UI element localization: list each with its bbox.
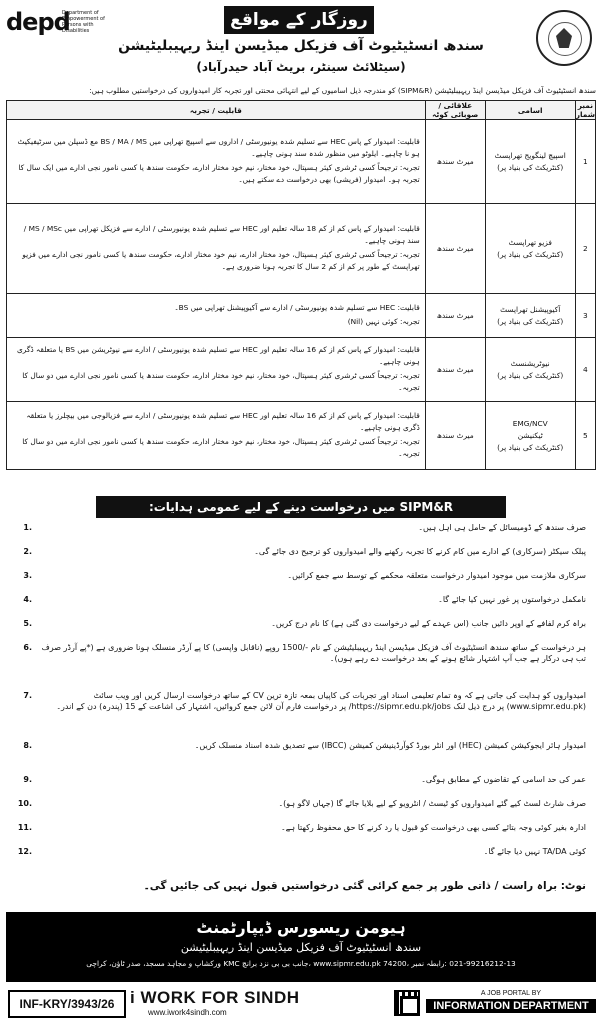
experience-text: تجربہ: ترجیحاً کسی ٹرشری کیئر ہسپتال، خود مختار ادارے، نیم خود مختار ادارے، حکومت سندھ یا کسی نامور نجی ادارے میں فزیو تھراپسٹ کے طور پر کم از کم 2 سال کا تجربہ ہونا ضروری ہے۔ (22, 249, 420, 271)
header (6, 4, 596, 104)
row-quota: میرٹ سندھ (425, 338, 485, 402)
organization-name: سندھ انسٹیٹیوٹ آف فزیکل میڈیسن اینڈ ریہیبلیٹیشن (118, 38, 484, 54)
depd-logo-mark: depd (6, 8, 70, 36)
qualification-text: قابلیت: HEC سے تسلیم شدہ یونیورسٹی / ادارے سے آکیوپیشنل تھراپی میں BS۔ (174, 302, 420, 312)
list-item (10, 570, 592, 581)
portal-credit-label: A JOB PORTAL BY (480, 990, 542, 997)
row-post (485, 338, 575, 402)
item-text: سرکاری ملازمت میں موجود امیدوار درخواست متعلقہ محکمے کے توسط سے جمع کرائیں۔ (287, 571, 586, 580)
item-text: امیدوار ہائر ایجوکیشن کمیشن (HEC) اور انٹر بورڈ کوآرڈینیشن کمیشن (IBCC) سے تصدیق شدہ اسناد منسلک کریں۔ (194, 741, 586, 750)
government-seal-icon (536, 10, 592, 66)
qr-code-icon (394, 990, 420, 1016)
depd-logo (6, 8, 112, 42)
qualification-text: قابلیت: امیدوار کے پاس کم از کم 16 سالہ تعلیم اور HEC سے تسلیم شدہ یونیورسٹی / ادارے سے فزیالوجی میں بیچلرز یا متعلقہ ڈگری ہونی چاہیے۔ (26, 410, 420, 432)
item-number: 11. (17, 823, 32, 832)
item-number: 3. (23, 571, 32, 580)
item-number: 8. (23, 741, 32, 750)
row-number: 1 (575, 120, 595, 204)
header-serial: نمبر شمار (575, 101, 595, 119)
item-text: صرف شارٹ لسٹ کیے گئے امیدواروں کو ٹیسٹ / انٹرویو کے لیے بلایا جائے گا (جہاں لاگو ہو)۔ (278, 799, 586, 808)
instructions-banner: SIPM&R میں درخواست دینے کے لیے عمومی ہدایات: (96, 496, 506, 518)
depd-logo-subtitle: Department of Empowerment of Persons with Disabilities (62, 10, 105, 34)
post-subtitle: (کنٹریکٹ کی بنیاد پر) (497, 316, 564, 326)
row-post (485, 204, 575, 294)
row-qualification (7, 204, 426, 294)
header-post: اسامی (485, 101, 575, 120)
list-item (10, 594, 592, 605)
row-quota: میرٹ سندھ (425, 120, 485, 204)
row-number: 3 (575, 294, 595, 338)
post-title: ٹیکنیشن (517, 430, 543, 440)
ad-reference-number: INF-KRY/3943/26 (8, 990, 126, 1018)
experience-text: تجربہ: کوئی نہیں (Nil) (347, 316, 420, 326)
list-item (10, 522, 592, 533)
item-number: 6. (23, 643, 32, 652)
footer (6, 912, 596, 982)
row-qualification (7, 338, 426, 402)
vacancies-table (6, 100, 596, 470)
post-subtitle: (کنٹریکٹ کی بنیاد پر) (497, 162, 564, 172)
post-title: نیوٹریشنسٹ (510, 358, 550, 368)
list-item (10, 822, 592, 833)
row-post (485, 120, 575, 204)
header-qualification: قابلیت / تجربہ (7, 101, 426, 120)
post-subtitle: (کنٹریکٹ کی بنیاد پر) (497, 442, 564, 452)
brand-prefix: i (130, 988, 136, 1007)
row-post (485, 294, 575, 338)
intro-text: سندھ انسٹیٹیوٹ آف فزیکل میڈیسن اینڈ ریہیبلیٹیشن (SIPM&R) کو مندرجہ ذیل اسامیوں کے لیے انتہائی محنتی اور تجربہ کار امیدواروں کی درخواستیں مطلوب ہیں: (89, 86, 596, 95)
item-number: 12. (17, 847, 32, 856)
footer-institute: سندھ انسٹیٹیوٹ آف فزیکل میڈیسن اینڈ ریہیبلیٹیشن (180, 941, 422, 954)
list-item (10, 642, 592, 664)
item-text: نامکمل درخواستوں پر غور نہیں کیا جائے گا۔ (438, 595, 586, 604)
item-text: صرف سندھ کے ڈومیسائل کے حامل ہی اہل ہیں۔ (418, 523, 586, 532)
row-number: 4 (575, 338, 595, 402)
post-subtitle: (کنٹریکٹ کی بنیاد پر) (497, 370, 564, 380)
row-quota: میرٹ سندھ (425, 204, 485, 294)
list-item (10, 618, 592, 629)
list-item (10, 690, 592, 712)
row-post (485, 402, 575, 470)
list-item (10, 740, 592, 751)
experience-text: تجربہ: ترجیحاً کسی ٹرشری کیئر ہسپتال، خود مختار، نیم خود مختار ادارے، حکومت سندھ یا کسی نامور نجی ادارے میں دو سال کا تجربہ۔ (22, 370, 420, 392)
page-title: روزگار کے مواقع (224, 6, 374, 34)
item-number: 10. (17, 799, 32, 808)
header-quota: علاقائی / صوبائی کوٹہ (425, 101, 485, 120)
item-text: ہر درخواست کے ساتھ سندھ انسٹیٹیوٹ آف فزیکل میڈیسن اینڈ ریہیبلیٹیشن کے نام -/1500 روپے (ناقابل واپسی) کا پے آرڈر منسلک ہونا ضروری ہے (*پے آرڈر صرف تب ہی درکار ہے جب آپ اشتہار شائع ہونے کے بعد درخواست دے رہے ہوں)۔ (41, 643, 586, 663)
portal-credit (426, 990, 596, 1018)
experience-text: تجربہ: ترجیحاً کسی ٹرشری کیئر ہسپتال، خود مختار، نیم خود مختار ادارے، حکومت سندھ یا کسی نامور نجی ادارے میں ایک سال کا تجربہ ہو۔ امیدوار (فریشی) بھی درخواست دے سکتے ہیں۔ (18, 162, 420, 184)
bottom-strip (6, 986, 596, 1020)
portal-url[interactable]: www.iwork4sindh.com (148, 1008, 227, 1017)
note-text: نوٹ: براہ راست / ذاتی طور پر جمع کرائی گئی درخواستیں قبول نہیں کی جائیں گی۔ (143, 880, 586, 892)
item-text: کوئی TA/DA نہیں دیا جائے گا۔ (483, 847, 586, 856)
row-quota: میرٹ سندھ (425, 294, 485, 338)
item-number: 4. (23, 595, 32, 604)
row-quota: میرٹ سندھ (425, 402, 485, 470)
item-text: امیدواروں کو ہدایت کی جاتی ہے کہ وہ تمام تعلیمی اسناد اور تجربات کی کاپیاں بمعہ تازہ ترین CV کے ساتھ درخواست ارسال کریں اور ویب سائٹ (www.sipmr.edu.pk) پر درج ذیل لنک https://sipmr.edu.pk/jobs/ پر درخواست فارم آن لائن جمع کروائیں، اشتہار کی اشاعت کے 15 (پندرہ) دن کے اندر۔ (56, 691, 586, 711)
row-qualification (7, 120, 426, 204)
post-subtitle: (کنٹریکٹ کی بنیاد پر) (497, 249, 564, 259)
table-row (7, 120, 596, 204)
qualification-text: قابلیت: امیدوار کے پاس کم از کم 18 سالہ تعلیم اور HEC سے تسلیم شدہ یونیورسٹی / ادارے سے فزیکل تھراپی میں MS / MSc / سند ہونی چاہیے۔ (23, 223, 420, 245)
table-row (7, 294, 596, 338)
item-text: ادارہ بغیر کوئی وجہ بتائے کسی بھی درخواست کو قبول یا رد کرنے کا حق محفوظ رکھتا ہے۔ (280, 823, 586, 832)
work-for-sindh-logo (130, 988, 390, 1020)
footer-address: 021-99216212-13 :رابطہ نمبر ،www.sipmr.edu.pk 74200 ،جانب بی بی نزد برانچ KMC ورکشاپ و مجاہد مسجد، صدر ٹاؤن، کراچی (86, 959, 516, 968)
table-row (7, 402, 596, 470)
experience-text: تجربہ: ترجیحاً کسی ٹرشری کیئر ہسپتال، خود مختار، نیم خود مختار ادارے، حکومت سندھ یا کسی نامور نجی ادارے میں دو سال کا تجربہ۔ (22, 436, 420, 458)
item-number: 7. (23, 691, 32, 700)
row-qualification (7, 402, 426, 470)
row-qualification (7, 294, 426, 338)
row-number: 5 (575, 402, 595, 470)
brand-name: WORK FOR SINDH (140, 988, 300, 1007)
list-item (10, 846, 592, 857)
item-text: براہ کرم لفافے کے اوپر دائیں جانب (اس عہدے کے لیے درخواست دی گئی ہے) کا نام درج کریں۔ (271, 619, 586, 628)
post-title-latin: EMG/NCV (512, 418, 548, 428)
list-item (10, 774, 592, 785)
item-number: 5. (23, 619, 32, 628)
organization-subtitle: (سیٹلائٹ سینٹر، بریٹ آباد حیدرآباد) (196, 60, 406, 74)
post-title: آکیوپیشنل تھراپسٹ (500, 304, 561, 314)
item-text: عمر کی حد اسامی کے تقاضوں کے مطابق ہوگی۔ (421, 775, 586, 784)
item-text: پبلک سیکٹر (سرکاری) کے ادارے میں کام کرنے کا تجربہ رکھنے والے امیدواروں کو ترجیح دی جائے گی۔ (254, 547, 586, 556)
post-title: اسپیچ لینگویج تھراپسٹ (494, 150, 566, 160)
post-title: فزیو تھراپسٹ (508, 237, 552, 247)
qualification-text: قابلیت: امیدوار کے پاس HEC سے تسلیم شدہ یونیورسٹی / اداروں سے اسپیچ تھراپی میں BS / MA / MS مع ڈسپلن میں سرٹیفیکیٹ ہو نا چاہیے۔ ایلوٹو میں منظور شدہ سند ہونی چاہیے۔ (17, 136, 420, 158)
item-number: 1. (23, 523, 32, 532)
department-name: ہیومن ریسورس ڈیپارٹمنٹ (196, 918, 406, 937)
list-item (10, 546, 592, 557)
table-row (7, 338, 596, 402)
item-number: 2. (23, 547, 32, 556)
qualification-text: قابلیت: امیدوار کے پاس کم از کم 16 سالہ تعلیم اور HEC سے تسلیم شدہ یونیورسٹی / ادارے سے نیوٹریشن میں BS یا متعلقہ ڈگری ہونی چاہیے۔ (17, 344, 420, 366)
job-advertisement (6, 4, 596, 1020)
item-number: 9. (23, 775, 32, 784)
instructions-list (6, 522, 596, 868)
row-number: 2 (575, 204, 595, 294)
table-row (7, 204, 596, 294)
list-item (10, 798, 592, 809)
portal-credit-department: INFORMATION DEPARTMENT (426, 999, 596, 1013)
table-header-row (7, 101, 596, 120)
